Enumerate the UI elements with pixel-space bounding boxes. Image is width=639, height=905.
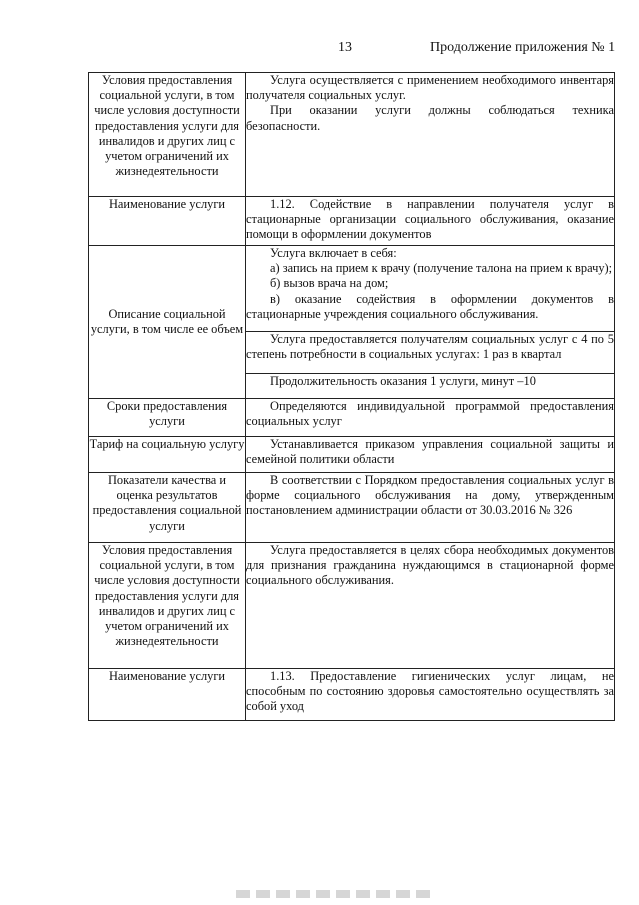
table-row <box>89 437 615 473</box>
service-name-text: 1.13. Предоставление гигиенических услуг лицам, не способным по состоянию здоровья самостоятельно осуществлять за собой уход <box>246 669 614 714</box>
description-label: Описание социальной услуги, в том числе ее объем <box>89 246 246 399</box>
table-row <box>89 73 615 197</box>
tariff-value <box>246 437 615 473</box>
tariff-text: Устанавливается приказом управления социальной защиты и семейной политики области <box>246 437 614 467</box>
quality-value <box>246 473 615 543</box>
description-item: а) запись на прием к врачу (получение талона на прием к врачу); <box>270 261 613 276</box>
description-intro: Услуга включает в себя: <box>270 246 397 260</box>
duration-text: Продолжительность оказания 1 услуги, минут –10 <box>270 374 536 388</box>
service-name-label: Наименование услуги <box>89 197 246 246</box>
quality-text: В соответствии с Порядком предоставления социальных услуг в форме социального обслуживания на дому, утвержденным постановлением администрации области от 30.03.2016 № 326 <box>246 473 614 518</box>
conditions-label: Условия предоставления социальной услуги, в том числе условия доступности предоставления услуги для инвалидов и других лиц с учетом ограничений их жизнедеятельности <box>89 73 246 197</box>
description-item: б) вызов врача на дом; <box>270 276 389 291</box>
description-value <box>246 246 615 332</box>
service-name-label: Наименование услуги <box>89 669 246 721</box>
conditions-paragraph: При оказании услуги должны соблюдаться техника безопасности. <box>246 103 614 133</box>
table-row <box>89 246 615 332</box>
conditions-paragraph: Услуга предоставляется в целях сбора необходимых документов для признания гражданина нуждающимся в стационарной форме социального обслуживания. <box>246 543 614 588</box>
terms-value <box>246 399 615 437</box>
service-name-value <box>246 669 615 721</box>
terms-text: Определяются индивидуальной программой предоставления социальных услуг <box>246 399 614 429</box>
table-row <box>89 669 615 721</box>
duration-value <box>246 374 615 399</box>
service-name-value <box>246 197 615 246</box>
terms-label: Сроки предоставления услуги <box>89 399 246 437</box>
table-row <box>89 197 615 246</box>
conditions-label: Условия предоставления социальной услуги, в том числе условия доступности предоставления услуги для инвалидов и других лиц с учетом ограничений их жизнедеятельности <box>89 543 246 669</box>
quality-label: Показатели качества и оценка результатов предоставления социальной услуги <box>89 473 246 543</box>
page-number: 13 <box>338 40 352 55</box>
conditions-paragraph: Услуга осуществляется с применением необходимого инвентаря получателя социальных услуг. <box>246 73 614 103</box>
conditions-value <box>246 543 615 669</box>
appendix-caption: Продолжение приложения № 1 <box>430 40 616 55</box>
conditions-value <box>246 73 615 197</box>
tariff-label: Тариф на социальную услугу <box>89 437 246 473</box>
frequency-text: Услуга предоставляется получателям социальных услуг с 4 по 5 степень потребности в социальных услугах: 1 раз в квартал <box>246 332 614 362</box>
table-row <box>89 399 615 437</box>
frequency-value <box>246 332 615 374</box>
service-name-text: 1.12. Содействие в направлении получателя услуг в стационарные организации социального обслуживания, оказание помощи в оформлении документов <box>246 197 614 242</box>
faded-footer-mark <box>236 890 432 898</box>
description-item: в) оказание содействия в оформлении документов в стационарные учреждения социального обслуживания. <box>246 291 614 321</box>
table-row <box>89 543 615 669</box>
table-row <box>89 473 615 543</box>
service-table <box>88 72 615 721</box>
